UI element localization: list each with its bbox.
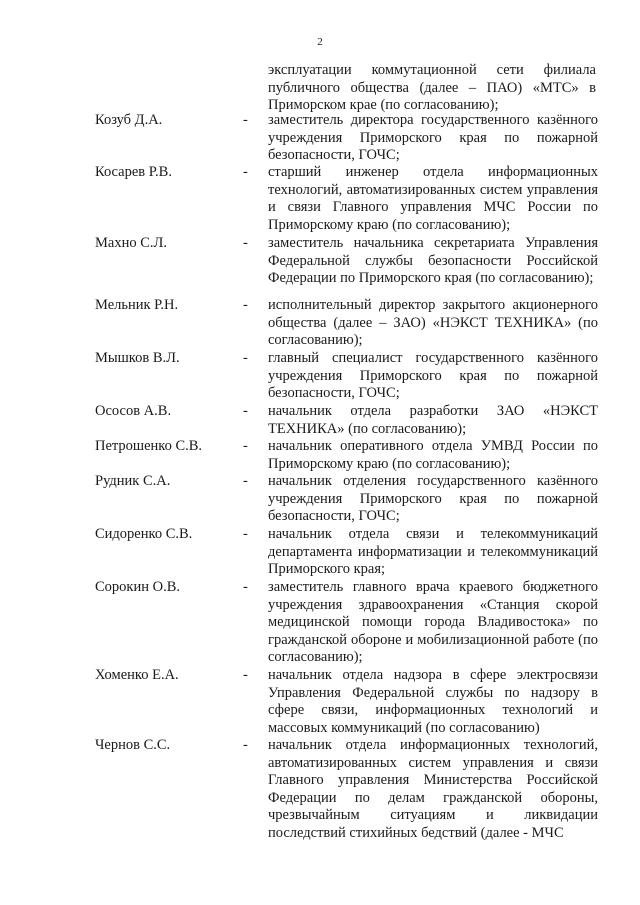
- member-position: начальник оперативного отдела УМВД России по Приморскому краю (по согласованию);: [268, 438, 598, 472]
- member-position: начальник отдела надзора в сфере электросвязи Управления Федеральной службы по надзору в сфере связи, информационных технологий и массовых коммуникаций (по согласованию): [268, 667, 598, 736]
- member-name: Ососов А.В.: [95, 403, 172, 419]
- member-name: Рудник С.А.: [95, 473, 171, 489]
- continuation-paragraph: эксплуатации коммутационной сети филиала публичного общества (далее – ПАО) «МТС» в Приморском крае (по согласованию);: [268, 62, 596, 113]
- member-name: Сидоренко С.В.: [95, 526, 193, 542]
- dash-separator: -: [243, 438, 248, 454]
- member-name: Петрошенко С.В.: [95, 438, 203, 454]
- member-name: Сорокин О.В.: [95, 579, 181, 595]
- member-name: Хоменко Е.А.: [95, 667, 179, 683]
- page-number: 2: [317, 36, 323, 48]
- dash-separator: -: [243, 235, 248, 251]
- members-list: [95, 112, 600, 842]
- list-item: [95, 473, 600, 526]
- member-position: начальник отдела разработки ЗАО «НЭКСТ ТЕХНИКА» (по согласованию);: [268, 403, 598, 437]
- dash-separator: -: [243, 112, 248, 128]
- member-position: заместитель начальника секретариата Управления Федеральной службы безопасности Российской Федерации по Приморского края (по согласованию);: [268, 235, 598, 286]
- list-item: [95, 350, 600, 403]
- list-item: [95, 403, 600, 438]
- dash-separator: -: [243, 350, 248, 366]
- dash-separator: -: [243, 164, 248, 180]
- member-name: Мельник Р.Н.: [95, 297, 179, 313]
- dash-separator: -: [243, 473, 248, 489]
- dash-separator: -: [243, 403, 248, 419]
- dash-separator: -: [243, 667, 248, 683]
- member-position: главный специалист государственного казённого учреждения Приморского края по пожарной безопасности, ГОЧС;: [268, 350, 598, 401]
- list-item: [95, 737, 600, 842]
- dash-separator: -: [243, 737, 248, 753]
- member-position: начальник отдела связи и телекоммуникаций департамента информатизации и телекоммуникаций Приморского края;: [268, 526, 598, 577]
- list-item: [95, 235, 600, 297]
- member-name: Мышков В.Л.: [95, 350, 180, 366]
- member-name: Козуб Д.А.: [95, 112, 163, 128]
- member-name: Чернов С.С.: [95, 737, 171, 753]
- member-position: исполнительный директор закрытого акционерного общества (далее – ЗАО) «НЭКСТ ТЕХНИКА» (по согласованию);: [268, 297, 598, 348]
- member-position: старший инженер отдела информационных технологий, автоматизированных систем управления и связи Главного управления МЧС России по Приморскому краю (по согласованию);: [268, 164, 598, 233]
- member-position: начальник отдела информационных технологий, автоматизированных систем управления и связи Главного управления Министерства Российской Федерации по делам гражданской обороны, чрезвычайным ситуациям и ликвидации последствий стихийных бедствий (далее - МЧС: [268, 737, 598, 841]
- member-position: заместитель директора государственного казённого учреждения Приморского края по пожарной безопасности, ГОЧС;: [268, 112, 598, 163]
- list-item: [95, 112, 600, 164]
- list-item: [95, 164, 600, 235]
- member-position: начальник отделения государственного казённого учреждения Приморского края по пожарной безопасности, ГОЧС;: [268, 473, 598, 524]
- list-item: [95, 438, 600, 473]
- member-name: Косарев Р.В.: [95, 164, 172, 180]
- list-item: [95, 526, 600, 579]
- list-item: [95, 579, 600, 667]
- dash-separator: -: [243, 526, 248, 542]
- member-name: Махно С.Л.: [95, 235, 167, 251]
- member-position: заместитель главного врача краевого бюджетного учреждения здравоохранения «Станция скорой медицинской помощи города Владивостока» по гражданской обороне и мобилизационной работе (по согласованию);: [268, 579, 598, 665]
- list-item: [95, 667, 600, 737]
- list-item: [95, 297, 600, 350]
- dash-separator: -: [243, 297, 248, 313]
- dash-separator: -: [243, 579, 248, 595]
